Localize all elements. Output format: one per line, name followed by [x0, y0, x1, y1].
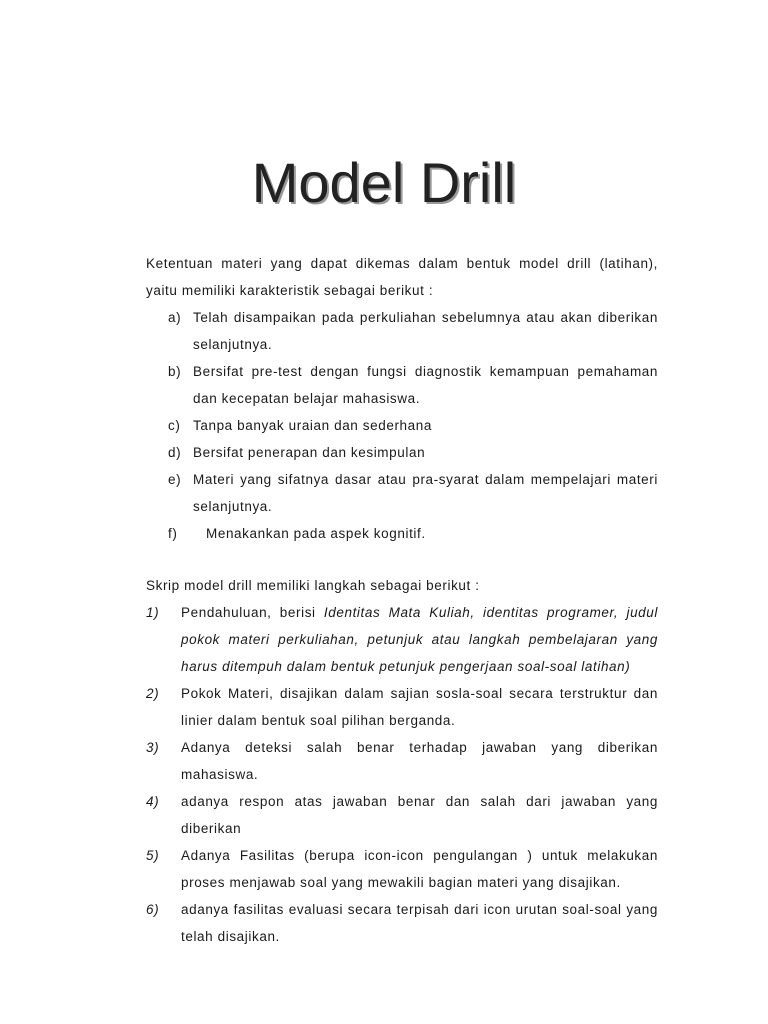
step-plain-text: Pendahuluan, berisi — [181, 605, 324, 620]
list-item — [168, 466, 658, 520]
list-item — [146, 788, 658, 842]
list-item-text: Adanya Fasilitas (berupa icon-icon pengulangan ) untuk melakukan proses menjawab soal yang mewakili bagian materi yang disajikan. — [181, 848, 658, 890]
list-item-text: adanya fasilitas evaluasi secara terpisah dari icon urutan soal-soal yang telah disajikan. — [181, 902, 658, 944]
list-marker: 3) — [146, 740, 160, 755]
list-item-text: Materi yang sifatnya dasar atau pra-syarat dalam mempelajari materi selanjutnya. — [193, 472, 658, 514]
list-marker: e) — [168, 472, 182, 487]
step-italic-text: Identitas Mata Kuliah, identitas programer, judul pokok materi perkuliahan, petunjuk atau langkah pembelajaran yang harus ditempuh dalam bentuk petunjuk pengerjaan soal-soal latihan) — [181, 605, 658, 674]
list-item — [146, 680, 658, 734]
list-item-text: Telah disampaikan pada perkuliahan sebelumnya atau akan diberikan selanjutnya. — [193, 310, 658, 352]
list-item — [168, 412, 658, 439]
list-marker: 6) — [146, 902, 160, 917]
document-title: Model Drill — [251, 151, 517, 214]
list-marker: 2) — [146, 686, 160, 701]
list-marker: 1) — [146, 605, 160, 620]
list-item — [146, 599, 658, 680]
list-marker: f) — [168, 526, 178, 541]
list-item-text: Adanya deteksi salah benar terhadap jawaban yang diberikan mahasiswa. — [181, 740, 658, 782]
criteria-list — [168, 304, 658, 547]
list-marker: 5) — [146, 848, 160, 863]
list-item — [168, 358, 658, 412]
list-item-text: adanya respon atas jawaban benar dan salah dari jawaban yang diberikan — [181, 794, 658, 836]
list-item-text: Tanpa banyak uraian dan sederhana — [193, 418, 432, 433]
list-item-text: Menakankan pada aspek kognitif. — [206, 526, 426, 541]
list-marker: 4) — [146, 794, 160, 809]
steps-list — [146, 599, 658, 950]
list-item — [146, 734, 658, 788]
list-item — [168, 304, 658, 358]
list-item — [146, 896, 658, 950]
list-marker: b) — [168, 364, 182, 379]
list-marker: c) — [168, 418, 181, 433]
list-item — [168, 520, 658, 547]
list-item-text: Bersifat penerapan dan kesimpulan — [193, 445, 426, 460]
list-item-text: Bersifat pre-test dengan fungsi diagnostik kemampuan pemahaman dan kecepatan belajar mahasiswa. — [193, 364, 658, 406]
list-item-text: Pokok Materi, disajikan dalam sajian sosla-soal secara terstruktur dan linier dalam bentuk soal pilihan berganda. — [181, 686, 658, 728]
list-item — [146, 842, 658, 896]
list-item-text — [181, 599, 658, 680]
skrip-intro: Skrip model drill memiliki langkah sebagai berikut : — [146, 578, 480, 593]
list-item — [168, 439, 658, 466]
list-marker: d) — [168, 445, 182, 460]
list-marker: a) — [168, 310, 182, 325]
intro-paragraph: Ketentuan materi yang dapat dikemas dalam bentuk model drill (latihan), yaitu memiliki karakteristik sebagai berikut : — [146, 256, 658, 298]
